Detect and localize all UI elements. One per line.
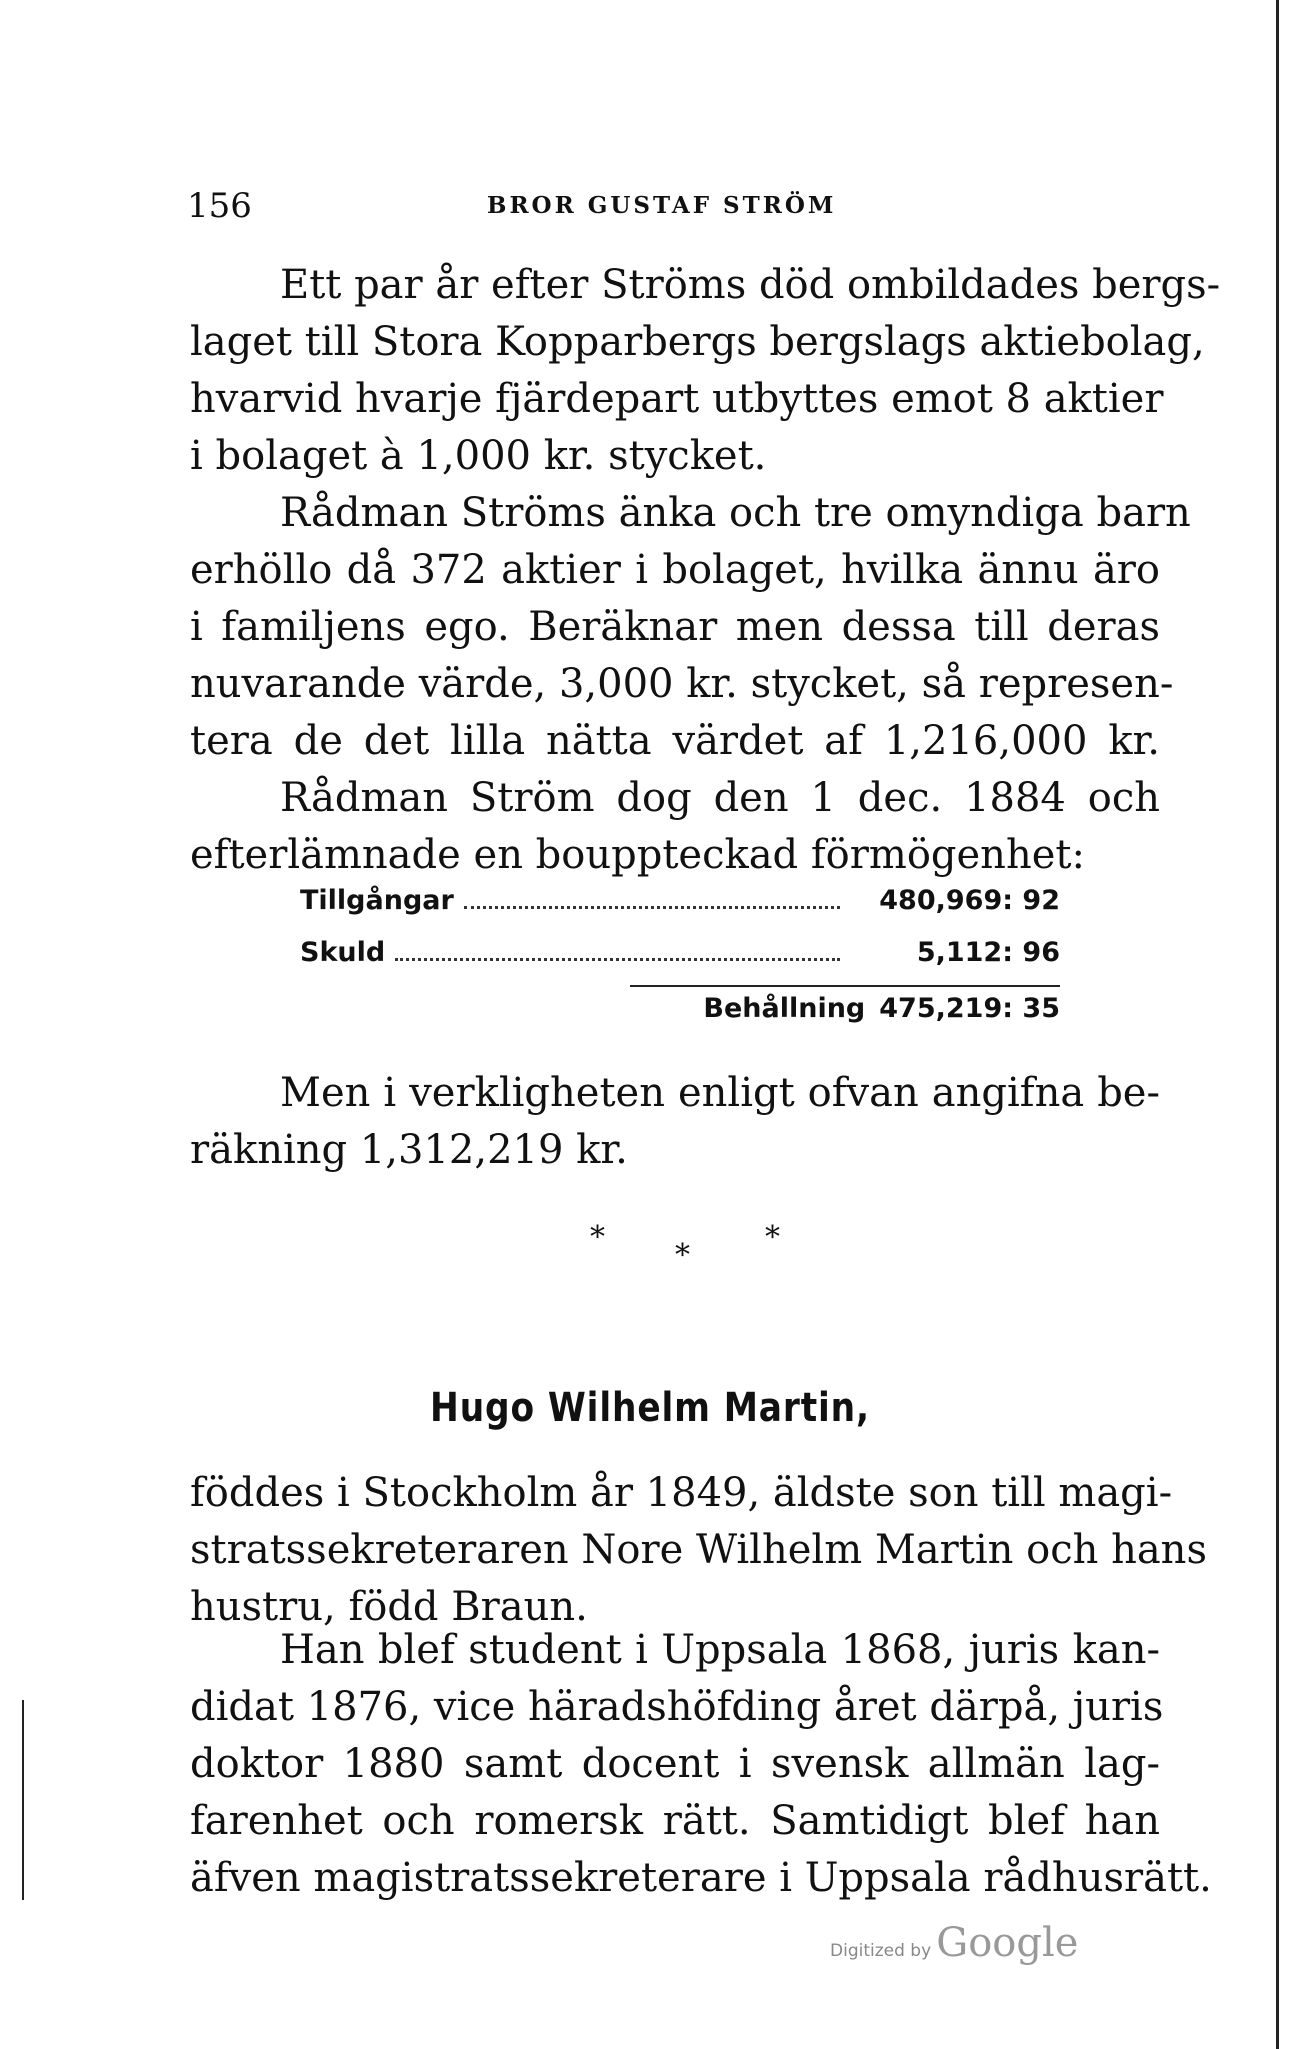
asterisk: * — [675, 1238, 690, 1273]
debt-value: 5,112: 96 — [916, 937, 1060, 968]
dot-leader — [464, 906, 840, 909]
digitization-watermark — [830, 1920, 1078, 1966]
text-line: stratssekreteraren Nore Wilhelm Martin och hans — [190, 1527, 1207, 1573]
text-line: Rådman Ström dog den 1 dec. 1884 och — [280, 775, 1160, 821]
dot-leader — [395, 958, 840, 961]
text-line: efterlämnade en bouppteckad förmögenhet: — [190, 832, 1085, 878]
section-separator — [590, 1220, 790, 1280]
text-line: i bolaget à 1,000 kr. stycket. — [190, 433, 767, 479]
assets-value: 480,969: 92 — [879, 885, 1060, 916]
text-line: Men i verkligheten enligt ofvan angifna be- — [280, 1070, 1160, 1116]
page-edge-line-right — [1276, 0, 1279, 2049]
text-line: Han blef student i Uppsala 1868, juris kan- — [280, 1627, 1160, 1673]
text-line: äfven magistratssekreterare i Uppsala rådhusrätt. — [190, 1855, 1212, 1901]
paragraph-3 — [190, 770, 1160, 884]
text-line: nuvarande värde, 3,000 kr. stycket, så represen- — [190, 661, 1174, 707]
assets-label: Tillgångar — [300, 885, 454, 916]
section-heading: Hugo Wilhelm Martin, — [430, 1385, 870, 1431]
assets-row — [300, 885, 1060, 937]
balance-row — [300, 993, 1060, 1045]
text-line: föddes i Stockholm år 1849, äldste son till magi- — [190, 1470, 1173, 1516]
paragraph-2 — [190, 485, 1191, 770]
page-header — [187, 186, 1197, 226]
running-head: BROR GUSTAF STRÖM — [487, 192, 837, 219]
text-line: laget till Stora Kopparbergs bergslags aktiebolag, — [190, 319, 1205, 365]
page-edge-line-left — [22, 1700, 24, 1900]
text-line: i familjens ego. Beräknar men dessa till deras — [190, 604, 1160, 650]
balance-label: Behållning — [703, 993, 866, 1024]
text-line: didat 1876, vice häradshöfding året därpå, juris — [190, 1684, 1164, 1730]
sum-rule — [630, 985, 1060, 987]
text-line: Ett par år efter Ströms död ombildades bergs- — [280, 262, 1221, 308]
paragraph-1 — [190, 257, 1221, 485]
paragraph-5 — [190, 1465, 1207, 1636]
paragraph-6 — [190, 1622, 1212, 1907]
page-number: 156 — [187, 186, 252, 226]
estate-accounts — [300, 885, 1060, 1045]
debt-row — [300, 937, 1060, 989]
text-line: Rådman Ströms änka och tre omyndiga barn — [280, 490, 1191, 536]
text-line: farenhet och romersk rätt. Samtidigt blef han — [190, 1798, 1160, 1844]
debt-label: Skuld — [300, 937, 386, 968]
asterisk: * — [590, 1220, 605, 1255]
text-line: erhöllo då 372 aktier i bolaget, hvilka ännu äro — [190, 547, 1160, 593]
balance-value: 475,219: 35 — [879, 993, 1060, 1024]
text-line: doktor 1880 samt docent i svensk allmän lag- — [190, 1741, 1160, 1787]
text-line: tera de det lilla nätta värdet af 1,216,000 kr. — [190, 718, 1160, 764]
paragraph-4 — [190, 1065, 1160, 1179]
asterisk: * — [765, 1220, 780, 1255]
watermark-brand: Google — [936, 1920, 1079, 1966]
text-line: hvarvid hvarje fjärdepart utbyttes emot 8 aktier — [190, 376, 1164, 422]
watermark-prefix: Digitized by — [830, 1941, 932, 1961]
text-line: räkning 1,312,219 kr. — [190, 1127, 628, 1173]
text-line: hustru, född Braun. — [190, 1584, 588, 1630]
